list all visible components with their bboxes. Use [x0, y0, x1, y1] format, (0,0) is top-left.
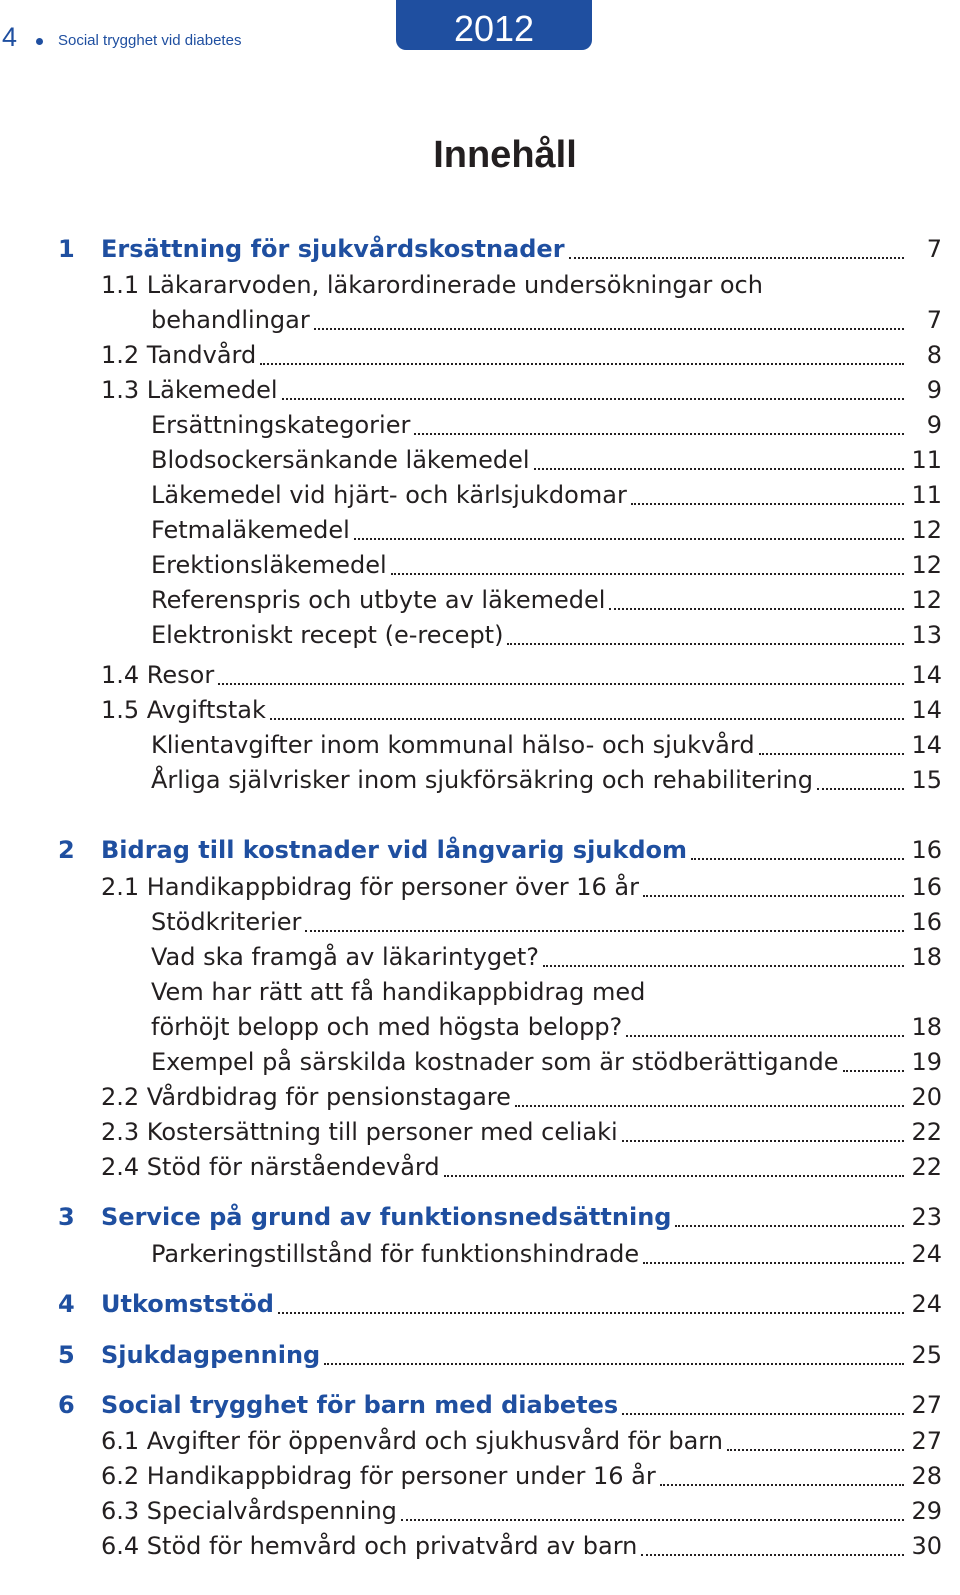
dot-leader — [643, 895, 904, 897]
toc-entry-label: Ersättning för sjukvårdskostnader — [101, 235, 565, 263]
dot-leader — [622, 1413, 904, 1415]
dot-leader — [278, 1312, 904, 1314]
toc-entry-label: 2.4 Stöd för närståendevård — [101, 1153, 440, 1181]
toc-page-number: 12 — [911, 516, 942, 544]
toc-entry-label: 6.4 Stöd för hemvård och privatvård av barn — [101, 1532, 638, 1560]
toc-entry — [0, 1459, 942, 1493]
toc-page-number: 27 — [911, 1427, 942, 1455]
toc-entry-label: 1.4 Resor — [101, 661, 215, 689]
toc-entry-label: Årliga självrisker inom sjukförsäkring och rehabilitering — [151, 766, 813, 794]
toc-entry — [0, 338, 942, 372]
dot-leader — [609, 608, 904, 610]
toc-entry-label: Parkeringstillstånd för funktionshindrade — [151, 1240, 640, 1268]
toc-page-number: 16 — [911, 908, 942, 936]
dot-leader — [414, 433, 904, 435]
dot-leader — [314, 328, 904, 330]
toc-page-number: 15 — [911, 766, 942, 794]
toc-page-number: 20 — [911, 1083, 942, 1111]
toc-page-number: 16 — [911, 873, 942, 901]
toc-chapter-entry — [0, 1388, 942, 1422]
toc-entry — [0, 1080, 942, 1114]
toc-page-number: 29 — [911, 1497, 942, 1525]
toc-page-number: 14 — [911, 661, 942, 689]
toc-entry — [0, 658, 942, 692]
toc-page-number: 24 — [911, 1240, 942, 1268]
dot-leader — [354, 538, 904, 540]
toc-entry — [0, 373, 942, 407]
toc-page-number: 8 — [926, 341, 942, 369]
toc-entry-label: 6.2 Handikappbidrag för personer under 16 år — [101, 1462, 656, 1490]
toc-entry-label: Fetmaläkemedel — [151, 516, 350, 544]
toc-entry-label: 6.1 Avgifter för öppenvård och sjukhusvård för barn — [101, 1427, 723, 1455]
chapter-number: 2 — [58, 836, 75, 864]
dot-leader — [534, 468, 904, 470]
toc-entry — [0, 513, 942, 547]
toc-entry — [0, 905, 942, 939]
toc-entry-label: 1.3 Läkemedel — [101, 376, 278, 404]
toc-entry — [0, 478, 942, 512]
dot-leader — [260, 363, 904, 365]
dot-leader — [401, 1519, 904, 1521]
toc-page-number: 13 — [911, 621, 942, 649]
toc-entry-label: Utkomststöd — [101, 1290, 274, 1318]
running-title: Social trygghet vid diabetes — [58, 32, 242, 49]
toc-entry-label: 2.1 Handikappbidrag för personer över 16 år — [101, 873, 639, 901]
toc-entry — [0, 1045, 942, 1079]
chapter-number: 5 — [58, 1341, 75, 1369]
dot-leader — [218, 683, 904, 685]
toc-entry-label: Service på grund av funktionsnedsättning — [101, 1203, 672, 1231]
toc-entry-label: Blodsockersänkande läkemedel — [151, 446, 530, 474]
dot-leader — [631, 503, 904, 505]
toc-entry-label: Social trygghet för barn med diabetes — [101, 1391, 619, 1419]
dot-leader — [691, 858, 904, 860]
toc-entry — [0, 1115, 942, 1149]
toc-entry-label: 1.2 Tandvård — [101, 341, 257, 369]
toc-entry-label: Vem har rätt att få handikappbidrag med — [151, 978, 646, 1006]
dot-leader — [543, 965, 904, 967]
toc-page-number: 11 — [911, 446, 942, 474]
toc-entry — [0, 728, 942, 762]
toc-page-number: 14 — [911, 731, 942, 759]
toc-page-number: 19 — [911, 1048, 942, 1076]
toc-page-number: 7 — [926, 235, 942, 263]
toc-entry — [0, 870, 942, 904]
toc-entry-label: behandlingar — [151, 306, 310, 334]
toc-entry-label: förhöjt belopp och med högsta belopp? — [151, 1013, 623, 1041]
toc-chapter-entry — [0, 1200, 942, 1234]
toc-entry — [0, 763, 942, 797]
toc-entry-label: Sjukdagpenning — [101, 1341, 321, 1369]
toc-page-number: 14 — [911, 696, 942, 724]
toc-entry-label: Ersättningskategorier — [151, 411, 411, 439]
toc-title: Innehåll — [433, 134, 577, 176]
toc-entry — [0, 1150, 942, 1184]
toc-entry-label: 2.3 Kostersättning till personer med celiaki — [101, 1118, 618, 1146]
toc-entry-label: Exempel på särskilda kostnader som är stödberättigande — [151, 1048, 839, 1076]
toc-page-number: 23 — [911, 1203, 942, 1231]
toc-entry — [0, 975, 942, 1009]
toc-entry — [0, 1424, 942, 1458]
toc-page-number: 16 — [911, 836, 942, 864]
toc-entry-label: Referenspris och utbyte av läkemedel — [151, 586, 606, 614]
dot-leader — [843, 1070, 904, 1072]
chapter-number: 3 — [58, 1203, 75, 1231]
dot-leader — [643, 1262, 904, 1264]
toc-entry-label: Erektionsläkemedel — [151, 551, 387, 579]
page-number: 4 — [2, 22, 18, 52]
dot-leader — [270, 718, 904, 720]
toc-entry — [0, 268, 942, 302]
dot-leader — [391, 573, 904, 575]
dot-leader — [507, 643, 904, 645]
toc-page-number: 28 — [911, 1462, 942, 1490]
toc-entry-label: 1.1 Läkararvoden, läkarordinerade undersökningar och — [101, 271, 763, 299]
chapter-number: 6 — [58, 1391, 75, 1419]
toc-entry — [0, 583, 942, 617]
dot-leader — [569, 257, 904, 259]
dot-leader — [727, 1449, 904, 1451]
toc-entry — [0, 1494, 942, 1528]
toc-page-number: 22 — [911, 1118, 942, 1146]
bullet-separator — [36, 38, 43, 45]
dot-leader — [282, 398, 905, 400]
dot-leader — [641, 1554, 904, 1556]
dot-leader — [622, 1140, 904, 1142]
toc-page-number: 24 — [911, 1290, 942, 1318]
toc-entry — [0, 940, 942, 974]
year-tab: 2012 — [396, 0, 592, 50]
dot-leader — [324, 1363, 904, 1365]
toc-entry-label: Elektroniskt recept (e-recept) — [151, 621, 504, 649]
toc-entry — [0, 1010, 942, 1044]
chapter-number: 4 — [58, 1290, 75, 1318]
toc-entry-label: Läkemedel vid hjärt- och kärlsjukdomar — [151, 481, 627, 509]
toc-entry — [0, 303, 942, 337]
dot-leader — [626, 1035, 904, 1037]
toc-entry — [0, 443, 942, 477]
toc-entry — [0, 1529, 942, 1563]
dot-leader — [675, 1225, 904, 1227]
toc-page-number: 18 — [911, 1013, 942, 1041]
toc-chapter-entry — [0, 1338, 942, 1372]
dot-leader — [759, 753, 904, 755]
toc-entry-label: Vad ska framgå av läkarintyget? — [151, 943, 540, 971]
dot-leader — [444, 1175, 904, 1177]
dot-leader — [817, 788, 904, 790]
toc-page-number: 9 — [926, 376, 942, 404]
toc-page-number: 12 — [911, 586, 942, 614]
toc-entry — [0, 408, 942, 442]
toc-page-number: 27 — [911, 1391, 942, 1419]
dot-leader — [515, 1105, 904, 1107]
toc-entry-label: 6.3 Specialvårdspenning — [101, 1497, 397, 1525]
toc-entry-label: 2.2 Vårdbidrag för pensionstagare — [101, 1083, 511, 1111]
toc-entry-label: Bidrag till kostnader vid långvarig sjukdom — [101, 836, 688, 864]
toc-entry-label: 1.5 Avgiftstak — [101, 696, 266, 724]
toc-entry — [0, 548, 942, 582]
toc-entry — [0, 693, 942, 727]
dot-leader — [660, 1484, 904, 1486]
chapter-number: 1 — [58, 235, 75, 263]
toc-page-number: 30 — [911, 1532, 942, 1560]
toc-chapter-entry — [0, 1287, 942, 1321]
toc-page-number: 22 — [911, 1153, 942, 1181]
toc-chapter-entry — [0, 232, 942, 266]
toc-page-number: 18 — [911, 943, 942, 971]
toc-page-number: 9 — [926, 411, 942, 439]
dot-leader — [305, 930, 904, 932]
toc-chapter-entry — [0, 833, 942, 867]
toc-page-number: 12 — [911, 551, 942, 579]
toc-entry — [0, 1237, 942, 1271]
toc-entry — [0, 618, 942, 652]
toc-page-number: 25 — [911, 1341, 942, 1369]
toc-entry-label: Klientavgifter inom kommunal hälso- och sjukvård — [151, 731, 755, 759]
toc-page-number: 7 — [926, 306, 942, 334]
page-header — [0, 0, 960, 80]
toc-page-number: 11 — [911, 481, 942, 509]
toc-entry-label: Stödkriterier — [151, 908, 302, 936]
